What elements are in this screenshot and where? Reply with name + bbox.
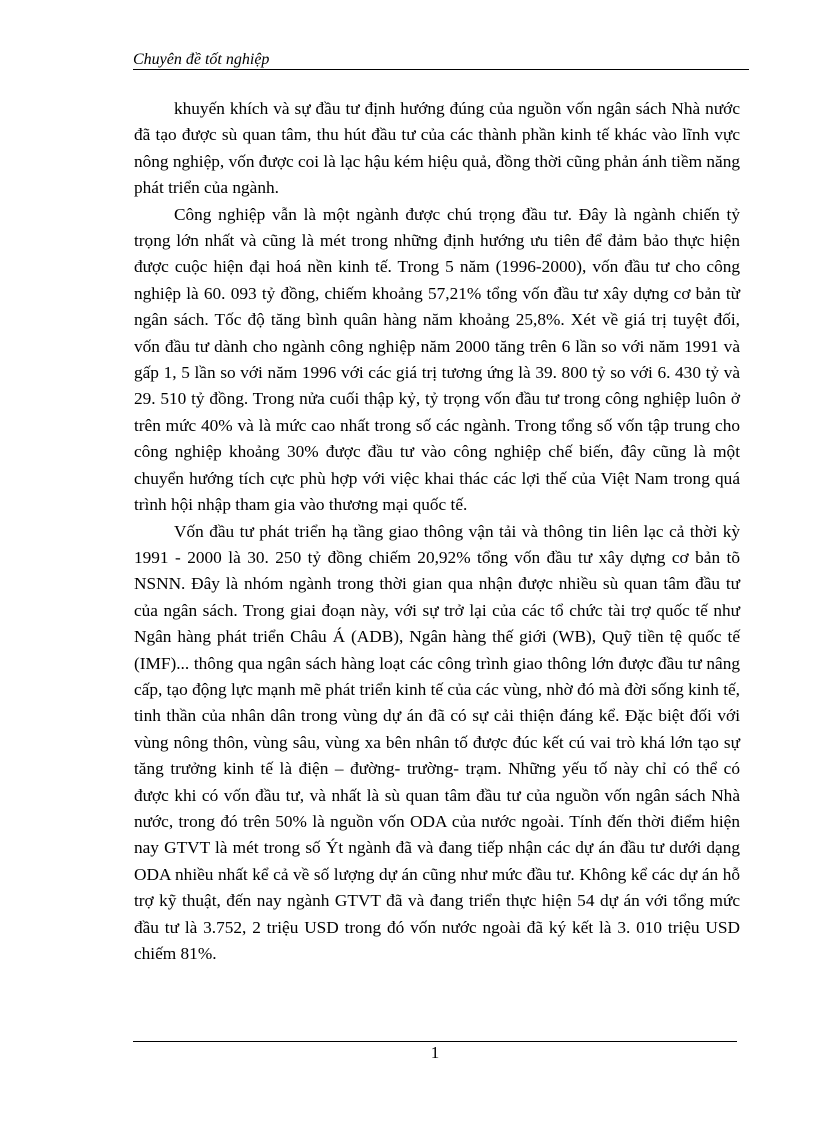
paragraph-3: Vốn đầu tư phát triển hạ tầng giao thông vận tải và thông tin liên lạc cả thời kỳ 1991 - 2000 là 30. 250 tỷ đồng chiếm 20,92% tổng vốn đầu tư xây dựng cơ bản tõ NSNN. Đây là nhóm ngành trong thời gian qua nhận được nhiều sù quan tâm đầu tư của ngân sách. Trong giai đoạn này, với sự trở lại của các tổ chức tài trợ quốc tế như Ngân hàng phát triển Châu Á (ADB), Ngân hàng thế giới (WB), Quỹ tiền tệ quốc tế (IMF)... thông qua ngân sách hàng loạt các công trình giao thông lớn được đầu tư nâng cấp, tạo động lực mạnh mẽ phát triển kinh tế của các vùng, nhờ đó mà đời sống kinh tế, tinh thần của nhân dân trong vùng dự án đã có sự cải thiện đáng kể. Đặc biệt đối với vùng nông thôn, vùng sâu, vùng xa bên nhân tố được đúc kết cú vai trò khá lớn tạo sự tăng trưởng kinh tế là điện – đường- trường- trạm. Những yếu tố này chỉ có thể có được khi có vốn đầu tư, và nhất là sù quan tâm đầu tư của nguồn vốn ngân sách Nhà nước, trong đó trên 50% là nguồn vốn ODA của nước ngoài. Tính đến thời điểm hiện nay GTVT là mét trong số Ýt ngành đã và đang tiếp nhận các dự án đầu tư dưới dạng ODA nhiều nhất kể cả về số lượng dự án cũng như mức đầu tư. Không kể các dự án hỗ trợ kỹ thuật, đến nay ngành GTVT đã và đang triển thực hiện 54 dự án với tổng mức đầu tư là 3.752, 2 triệu USD trong đó vốn nước ngoài đã ký kết là 3. 010 triệu USD chiếm 81%. <box>134 521 740 963</box>
page-number: 1 <box>430 1043 440 1062</box>
running-header: Chuyên đề tốt nghiệp <box>133 51 270 68</box>
paragraph-1: khuyến khích và sự đầu tư định hướng đúng của nguồn vốn ngân sách Nhà nước đã tạo được sù quan tâm, thu hút đầu tư của các thành phần kinh tế khác vào lĩnh vực nông nghiệp, vốn được coi là lạc hậu kém hiệu quả, đồng thời cũng phản ánh tiềm năng phát triển của ngành. <box>134 99 740 198</box>
footer-divider <box>133 1041 737 1042</box>
header-divider <box>133 69 749 70</box>
paragraph-2: Công nghiệp vẫn là một ngành được chú trọng đầu tư. Đây là ngành chiến tỷ trọng lớn nhất và cũng là mét trong những định hướng ưu tiên để đảm bảo thực hiện được cuộc hiện đại hoá nền kinh tế. Trong 5 năm (1996-2000), vốn đầu tư cho công nghiệp là 60. 093 tỷ đồng, chiếm khoảng 57,21% tổng vốn đầu tư xây dựng cơ bản từ ngân sách. Tốc độ tăng bình quân hàng năm khoảng 25,8%. Xét về giá trị tuyệt đối, vốn đầu tư dành cho ngành công nghiệp năm 2000 tăng trên 6 lần so với năm 1991 và gấp 1, 5 lần so với năm 1996 với các giá trị tương ứng là 39. 800 tỷ so với 6. 430 tỷ và 29. 510 tỷ đồng. Trong nửa cuối thập kỷ, tỷ trọng vốn đầu tư trong công nghiệp luôn ở trên mức 40% và là mức cao nhất trong số các ngành. Trong tổng số vốn tập trung cho công nghiệp khoảng 30% được đầu tư vào công nghiệp chế biến, đây cũng là một chuyển hướng tích cực phù hợp với việc khai thác các lợi thế của Việt Nam trong quá trình hội nhập tham gia vào thương mại quốc tế. <box>134 204 740 515</box>
document-body <box>134 96 740 967</box>
